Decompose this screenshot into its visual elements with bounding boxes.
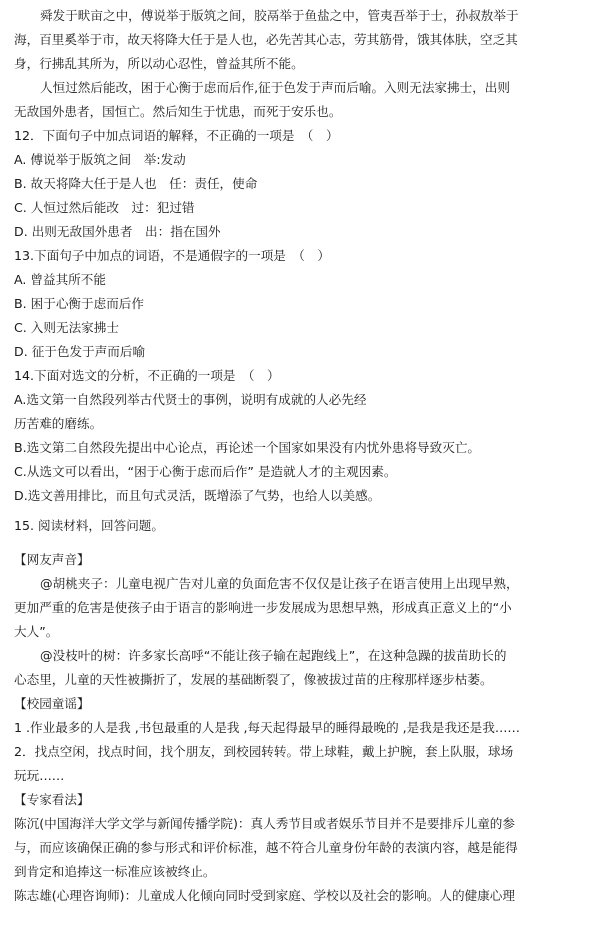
question-14-option-a-cont: 历苦难的磨练。 (14, 416, 103, 431)
question-12-option-d: D. 出则无敌国外患者 出：指在国外 (14, 224, 221, 239)
question-14-option-d: D.选文善用排比，而且句式灵活，既增添了气势，也给人以美感。 (14, 488, 381, 503)
expert-view-1-cont: 与，而应该确保正确的参与形式和评价标准，越不符合儿童身份年龄的表演内容，越是能得 (14, 840, 518, 855)
question-13-option-d: D. 征于色发于声而后喻 (14, 344, 146, 359)
netizen-comment-2: @没枝叶的树：许多家长高呼“不能让孩子输在起跑线上”，在这种急躁的拔苗助长的 (40, 648, 507, 663)
campus-rhyme-2-cont: 玩玩…… (14, 768, 65, 783)
question-12-option-c: C. 人恒过然后能改 过：犯过错 (14, 200, 195, 215)
passage-line: 海，百里奚举于市，故天将降大任于是人也，必先苦其心志，劳其筋骨，饿其体肤，空乏其 (14, 32, 518, 47)
expert-view-1: 陈沉(中国海洋大学文学与新闻传播学院)：真人秀节目或者娱乐节目并不是要排斥儿童的参 (14, 816, 515, 831)
question-14-option-c: C.从选文可以看出，“困于心衡于虑而后作” 是造就人才的主观因素。 (14, 464, 397, 479)
question-14-stem: 14.下面对选文的分析，不正确的一项是 （ ） (14, 368, 280, 383)
question-13-option-b: B. 困于心衡于虑而后作 (14, 296, 144, 311)
question-14-option-a: A.选文第一自然段列举古代贤士的事例，说明有成就的人必先经 (14, 392, 367, 407)
passage-line: 人恒过然后能改，困于心衡于虑而后作,征于色发于声而后喻。入则无法家拂士，出则 (40, 80, 510, 95)
expert-section-header: 【专家看法】 (14, 792, 90, 807)
question-12-option-a: A. 傅说举于版筑之间 举:发动 (14, 152, 186, 167)
question-14-option-b: B.选文第二自然段先提出中心论点，再论述一个国家如果没有内忧外患将导致灭亡。 (14, 440, 481, 455)
question-12-option-b: B. 故天将降大任于是人也 任：责任，使命 (14, 176, 258, 191)
question-13-option-a: A. 曾益其所不能 (14, 272, 106, 287)
netizen-comment-1-cont: 更加严重的危害是使孩子由于语言的影响进一步发展成为思想早熟，形成真正意义上的“小 (14, 600, 512, 615)
campus-rhyme-2: 2．找点空闲，找点时间，找个朋友，到校园转转。带上球鞋，戴上护腕，套上队服，球场 (14, 744, 514, 759)
passage-line: 舜发于畎亩之中，傅说举于版筑之间，胶鬲举于鱼盐之中，管夷吾举于士，孙叔敖举于 (40, 8, 519, 23)
passage-line: 无敌国外患者，国恒亡。然后知生于忧患，而死于安乐也。 (14, 104, 342, 119)
campus-rhyme-1: 1 .作业最多的人是我 ,书包最重的人是我 ,每天起得最早的睡得最晚的 ,是我是我还是我…… (14, 720, 521, 735)
question-15-stem: 15. 阅读材料，回答问题。 (14, 518, 164, 533)
expert-view-1-cont: 到肯定和追捧这一标准应该被终止。 (14, 864, 216, 879)
passage-line: 身，行拂乱其所为，所以动心忍性，曾益其所不能。 (14, 56, 304, 71)
campus-section-header: 【校园童谣】 (14, 696, 90, 711)
netizen-comment-1: @胡桃夹子：儿童电视广告对儿童的负面危害不仅仅是让孩子在语言使用上出现早熟， (40, 576, 519, 591)
netizen-comment-1-cont: 大人”。 (14, 624, 59, 639)
expert-view-2: 陈志雄(心理咨询师)：儿童成人化倾向同时受到家庭、学校以及社会的影响。人的健康心理 (14, 888, 515, 903)
netizen-comment-2-cont: 心态里，儿童的天性被撕折了，发展的基础断裂了，像被拔过苗的庄稼那样逐步枯萎。 (14, 672, 493, 687)
question-13-option-c: C. 入则无法家拂士 (14, 320, 119, 335)
question-12-stem: 12．下面句子中加点词语的解释，不正确的一项是 （ ） (14, 128, 339, 143)
netizen-section-header: 【网友声音】 (14, 552, 90, 567)
question-13-stem: 13.下面句子中加点的词语，不是通假字的一项是 （ ） (14, 248, 330, 263)
